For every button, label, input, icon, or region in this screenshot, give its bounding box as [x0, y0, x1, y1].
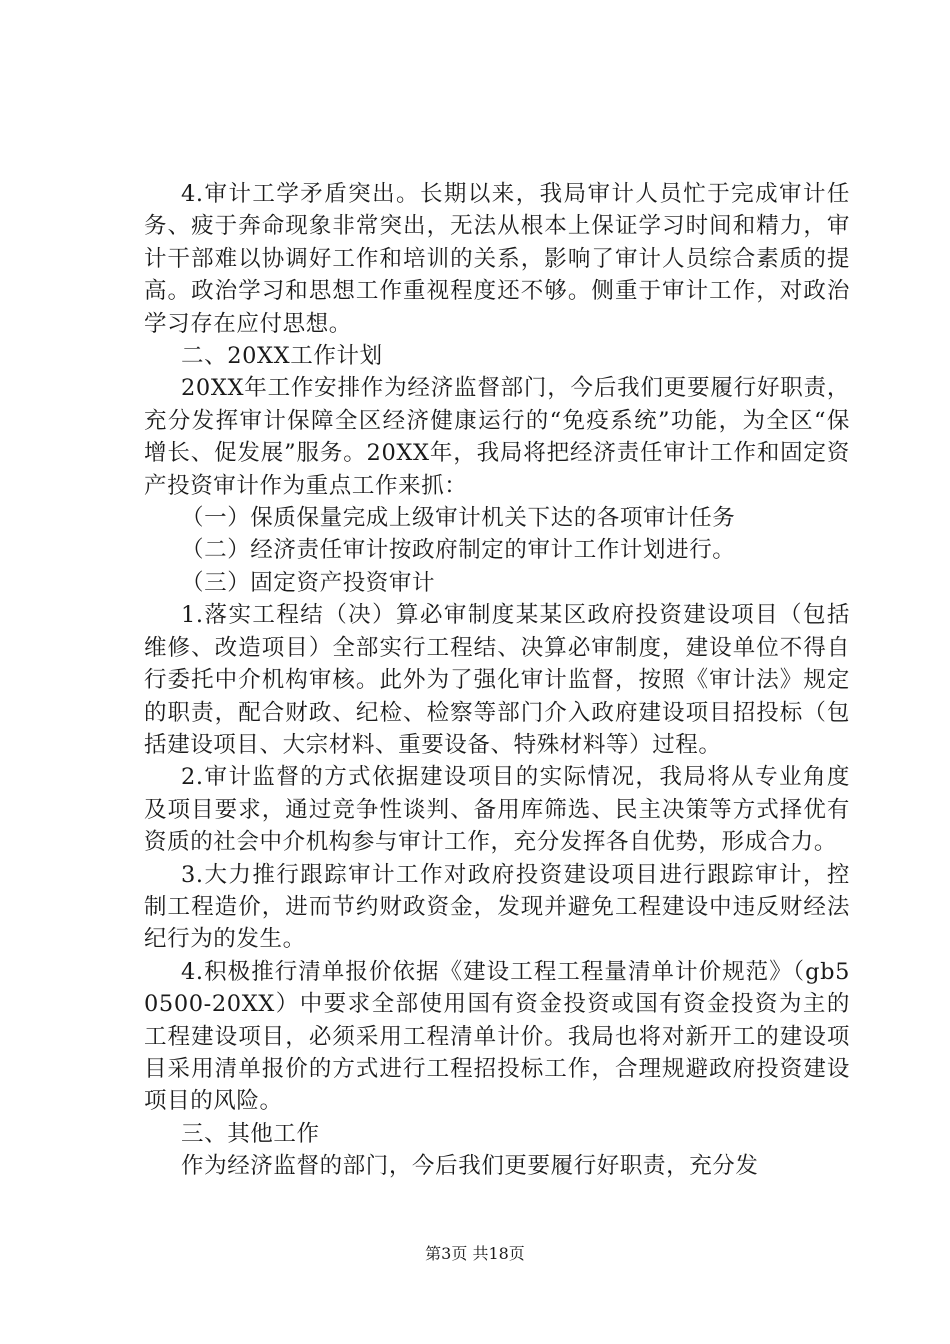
paragraph-audit-supervision-method: 2.审计监督的方式依据建设项目的实际情况，我局将从专业角度及项目要求，通过竞争性谈判、备用库筛选、民主决策等方式择优有资质的社会中介机构参与审计工作，充分发挥各自优势，形成合力。	[144, 764, 850, 856]
paragraph-bill-of-quantities: 4.积极推行清单报价依据《建设工程工程量清单计价规范》（gb50500-20XX）中要求全部使用国有资金投资或国有资金投资为主的工程建设项目，必须采用工程清单计价。我局也将对新开工的建设项目采用清单报价的方式进行工程招投标工作，合理规避政府投资建设项目的风险。	[144, 958, 850, 1115]
paragraph-tracking-audit: 3.大力推行跟踪审计工作对政府投资建设项目进行跟踪审计，控制工程造价，进而节约财政资金，发现并避免工程建设中违反财经法纪行为的发生。	[144, 861, 850, 953]
paragraph-settlement-audit-system: 1.落实工程结（决）算必审制度某某区政府投资建设项目（包括维修、改造项目）全部实行工程结、决算必审制度，建设单位不得自行委托中介机构审核。此外为了强化审计监督，按照《审计法》规定的职责，配合财政、纪检、检察等部门介入政府建设项目招投标（包括建设项目、大宗材料、重要设备、特殊材料等）过程。	[144, 602, 850, 758]
page-number: 第3页 共18页	[425, 1244, 525, 1263]
section-heading-work-plan: 二、20XX工作计划	[181, 343, 383, 370]
list-item-economic-responsibility-audit: （二）经济责任审计按政府制定的审计工作计划进行。	[181, 537, 736, 564]
paragraph-study-work-conflict: 4.审计工学矛盾突出。长期以来，我局审计人员忙于完成审计任务、疲于奔命现象非常突出，无法从根本上保证学习时间和精力，审计干部难以协调好工作和培训的关系，影响了审计人员综合素质的提高。政治学习和思想工作重视程度还不够。侧重于审计工作，对政治学习存在应付思想。	[144, 181, 850, 337]
list-item-audit-tasks: （一）保质保量完成上级审计机关下达的各项审计任务	[181, 505, 736, 532]
paragraph-work-arrangement: 20XX年工作安排作为经济监督部门，今后我们更要履行好职责，充分发挥审计保障全区经济健康运行的“免疫系统”功能，为全区“保增长、促发展”服务。20XX年，我局将把经济责任审计工作和固定资产投资审计作为重点工作来抓：	[144, 375, 850, 499]
paragraph-other-work: 作为经济监督的部门，今后我们更要履行好职责，充分发	[181, 1153, 759, 1180]
list-item-fixed-asset-audit: （三）固定资产投资审计	[181, 569, 436, 596]
section-heading-other-work: 三、其他工作	[181, 1120, 320, 1147]
document-body	[144, 178, 850, 1183]
